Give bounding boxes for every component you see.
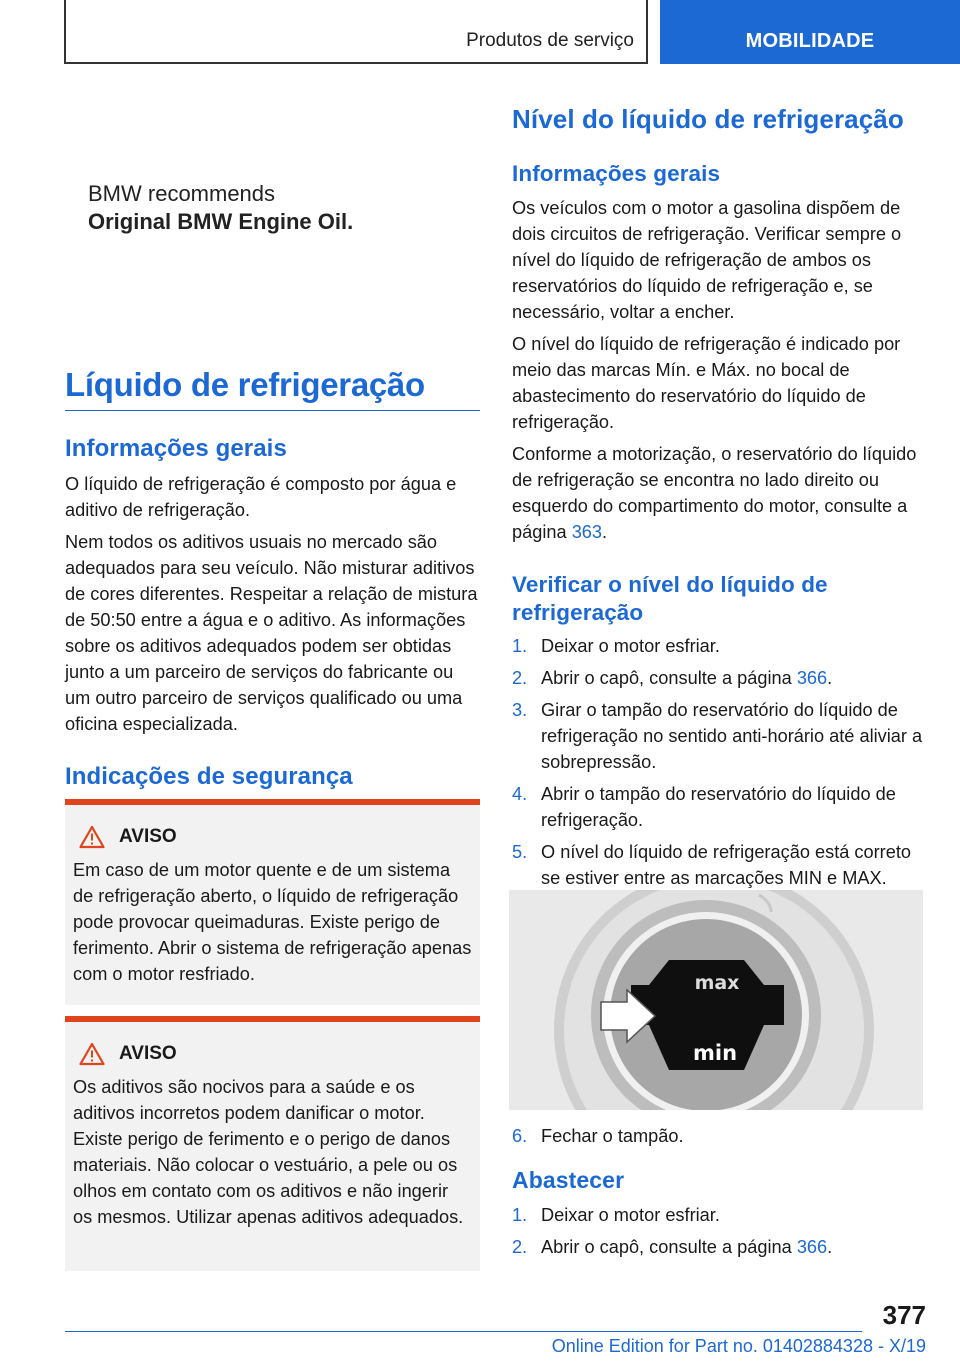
step-number: 5. xyxy=(512,842,528,862)
general-info-heading: Informações gerais xyxy=(65,435,287,462)
header-section-title: Produtos de serviço xyxy=(466,30,634,51)
list-item xyxy=(512,633,927,659)
check-level-heading: Verificar o nível do líquido de refrigeração xyxy=(512,572,828,625)
warning-box-1 xyxy=(65,799,480,1005)
step-number: 6. xyxy=(512,1126,528,1146)
right-column-top xyxy=(512,104,927,897)
list-item xyxy=(512,1123,927,1149)
header-chapter-tab[interactable]: MOBILIDADE xyxy=(660,0,960,64)
advert-line-1: BMW recommends xyxy=(88,181,276,206)
left-column xyxy=(65,366,480,791)
right-column-bottom xyxy=(512,1123,927,1266)
min-mark: min xyxy=(692,1041,738,1065)
check-steps-list xyxy=(512,633,927,891)
footer-divider xyxy=(65,1331,862,1332)
coolant-cap-photo xyxy=(509,890,923,1110)
step-text: Fechar o tampão. xyxy=(541,1126,684,1146)
list-item: 2. Abrir o capô, consulte a página 366. xyxy=(512,665,927,691)
warning-box-2 xyxy=(65,1016,480,1271)
page-link-363[interactable]: 363 xyxy=(571,522,603,542)
right-p2: O nível do líquido de refrigeração é indicado por meio das marcas Mín. e Máx. no bocal de abastecimento do reservatório do líquido de refrigeração. xyxy=(512,334,901,432)
step-text: Girar o tampão do reservatório do líquido de refrigeração no sentido anti-horário até aliviar a sobrepressão. xyxy=(541,700,923,772)
warning-2-text: Os aditivos são nocivos para a saúde e os aditivos incorretos podem danificar o motor. Existe perigo de ferimento e o perigo de danos materiais. Não colocar o vestuário, a pele ou os olhos em contato com os aditivos e não ingerir os mesmos. Utilizar apenas aditivos adequados. xyxy=(73,1077,464,1227)
page-link-366[interactable]: 366 xyxy=(796,668,828,688)
step-number: 4. xyxy=(512,784,528,804)
coolant-cap-illustration xyxy=(509,890,923,1110)
warning-2-title: AVISO xyxy=(119,1043,177,1064)
step-text: Abrir o capô, consulte a página xyxy=(541,668,792,688)
step-text: Deixar o motor esfriar. xyxy=(541,636,720,656)
footer-edition: Online Edition for Part no. 01402884328 - X/19 xyxy=(551,1336,926,1356)
max-mark: max xyxy=(694,972,740,994)
step-text: Deixar o motor esfriar. xyxy=(541,1205,720,1225)
right-p1: Os veículos com o motor a gasolina dispõem de dois circuitos de refrigeração. Verificar sempre o nível do líquido de refrigeração de ambos os reservatórios do líquido de refrigeração e, se necessário, voltar a encher. xyxy=(512,198,902,322)
fill-steps-list xyxy=(512,1202,927,1260)
step-number: 2. xyxy=(512,668,528,688)
coolant-level-title: Nível do líquido de refrigeração xyxy=(512,104,904,134)
page-link-366[interactable]: 366 xyxy=(796,1237,828,1257)
step-number: 1. xyxy=(512,1205,528,1225)
step-text: Abrir o tampão do reservatório do líquido de refrigeração. xyxy=(541,784,896,830)
general-info-p1: O líquido de refrigeração é composto por água e aditivo de refrigeração. xyxy=(65,474,457,520)
warning-1-title: AVISO xyxy=(119,826,177,847)
advert-line-2: Original BMW Engine Oil. xyxy=(88,209,354,234)
step-number: 1. xyxy=(512,636,528,656)
right-p3-text: Conforme a motorização, o reservatório do líquido de refrigeração se encontra no lado direito ou esquerdo do compartimento do motor, consulte a página xyxy=(512,444,917,542)
list-item xyxy=(512,839,927,891)
warning-triangle-icon xyxy=(79,825,105,849)
oil-advert xyxy=(88,180,353,236)
coolant-title: Líquido de refrigeração xyxy=(65,366,480,411)
list-item xyxy=(512,1202,927,1228)
right-p3: Conforme a motorização, o reservatório do líquido de refrigeração se encontra no lado direito ou esquerdo do compartimento do motor, consulte a página 363. xyxy=(512,444,917,542)
close-step-list xyxy=(512,1123,927,1149)
list-item: 2. Abrir o capô, consulte a página 366. xyxy=(512,1234,927,1260)
warning-triangle-icon xyxy=(79,1042,105,1066)
list-item xyxy=(512,697,927,775)
header-section-box xyxy=(64,0,648,64)
right-general-heading: Informações gerais xyxy=(512,161,721,186)
step-number: 2. xyxy=(512,1237,528,1257)
list-item xyxy=(512,781,927,833)
general-info-p2: Nem todos os aditivos usuais no mercado são adequados para seu veículo. Não misturar aditivos de cores diferentes. Respeitar a relação de mistura de 50:50 entre a água e o aditivo. As informações sobre os aditivos adequados podem ser obtidas junto a um parceiro de serviços do fabricante ou um outro parceiro de serviços qualificado ou uma oficina especializada. xyxy=(65,532,478,734)
warning-1-text: Em caso de um motor quente e de um sistema de refrigeração aberto, o líquido de refrigeração pode provocar queimaduras. Existe perigo de ferimento. Abrir o sistema de refrigeração apenas com o motor resfriado. xyxy=(73,860,472,984)
step-number: 3. xyxy=(512,700,528,720)
step-text: O nível do líquido de refrigeração está correto se estiver entre as marcações MIN e MAX. xyxy=(541,842,912,888)
step-text: Abrir o capô, consulte a página xyxy=(541,1237,792,1257)
safety-heading: Indicações de segurança xyxy=(65,763,353,790)
page-number: 377 xyxy=(882,1300,926,1330)
fill-heading: Abastecer xyxy=(512,1167,625,1193)
